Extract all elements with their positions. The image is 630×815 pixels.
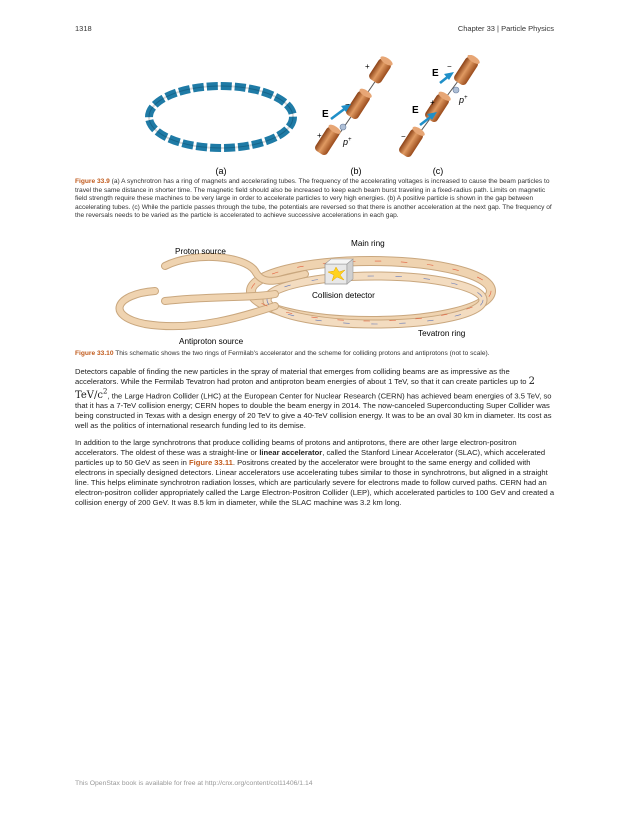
minus-sign: −: [447, 62, 452, 71]
plus-sign: +: [430, 98, 435, 107]
e-field-label-c1: E: [412, 105, 419, 116]
footer: This OpenStax book is available for free at http://cnx.org/content/col11406/1.14: [75, 780, 313, 787]
caption-text: This schematic shows the two rings of Fermilab's accelerator and the scheme for colliding protons and antiprotons (not to scale).: [113, 350, 490, 357]
minus-sign: −: [345, 100, 350, 109]
math-expression: 2 TeV/$c^2$: [75, 376, 536, 402]
figure-label: Figure 33.9: [75, 178, 110, 185]
plus-sign: +: [365, 62, 370, 71]
page-number: 1318: [75, 24, 92, 33]
minus-sign: −: [401, 132, 406, 141]
panel-label-b: (b): [350, 166, 362, 176]
paragraph-1: Detectors capable of finding the new particles in the spray of material that emerges from colliding beams are as impressive as the accelerators. While the Fermilab Tevatron had proton and antiproton beam energies of about 1 TeV, so that it can create particles up to 2 TeV/$c^2$, the Large Hadron Collider (LHC) at the European Center for Nuclear Research (CERN) has achieved beam energies of 3.5 TeV, so that it has a 7-TeV collision energy; CERN hopes to double the beam energy in 2014. The now-canceled Superconducting Super Collider was being constructed in Texas with a design energy of 20 TeV to give a 40-TeV collision energy. It was to be an oval 30 km in diameter. Its cost as well as the politics of international research funding led to its demise.: [75, 367, 552, 431]
plus-sign: +: [317, 131, 322, 140]
figure-33-9-caption: [75, 178, 555, 221]
label-collision-detector: Collision detector: [312, 291, 375, 300]
figure-33-10-caption: [75, 350, 555, 359]
panel-label-a: (a): [215, 166, 227, 176]
accelerating-tubes-b: [314, 55, 395, 157]
label-main-ring: Main ring: [351, 239, 385, 248]
e-field-label-b: E: [322, 109, 329, 120]
figure-33-9: [75, 55, 555, 177]
accelerating-tubes-c: [398, 55, 482, 159]
label-tevatron-ring: Tevatron ring: [418, 329, 466, 338]
particle-label-c: p+: [459, 95, 468, 105]
figure-33-10: [75, 236, 555, 348]
label-antiproton-source: Antiproton source: [179, 337, 244, 346]
term-linear-accelerator: linear accelerator: [259, 448, 323, 458]
collision-detector-box: [325, 259, 353, 284]
particle-label-b: p+: [343, 137, 352, 147]
figure-label: Figure 33.10: [75, 350, 114, 357]
e-field-label-c2: E: [432, 68, 439, 79]
label-proton-source: Proton source: [175, 247, 226, 256]
paragraph-2: In addition to the large synchrotrons that produce colliding beams of protons and antiprotons, there are other large electron-positron accelerators. The oldest of these was a straight-line or linear accelerator, called the Stanford Linear Accelerator (SLAC), which accelerated particles up to 50 GeV as seen in Figure 33.11. Positrons created by the accelerator were brought to the same energy and collided with electrons in specially designed detectors. Linear accelerators use accelerating tubes similar to those in synchrotrons, but aligned in a straight line. This helps eliminate synchrotron radiation losses, which are particularly severe for electrons made to follow curved paths. CERN had an electron-positron collider appropriately called the Large Electron-Positron Collider (LEP), which accelerated particles to 100 GeV and created a collision energy of 200 GeV. It was 8.5 km in diameter, while the SLAC machine was 3.2 km long.: [75, 438, 555, 508]
panel-label-c: (c): [432, 166, 444, 176]
figure-33-11-link[interactable]: Figure 33.11: [188, 458, 233, 468]
chapter-title: Chapter 33 | Particle Physics: [457, 24, 554, 33]
caption-text: (a) A synchrotron has a ring of magnets and accelerating tubes. The frequency of the accelerating voltages is increased to cause the beam particles to travel the same distance in shorter time. The magnetic field should also be increased to keep each beam burst traveling in a fixed-radius path. Limits on magnetic field strength require these machines to be very large in order to accelerate particles to very high energies. (b) A positive particle is shown in the gap between accelerating tubes. (c) While the particle passes through the tube, the potentials are reversed so that there is another acceleration at the next gap. The frequency of the reversals needs to be varied as the particle is accelerated to achieve successive accelerations in each gap.: [75, 178, 552, 220]
synchrotron-ring: [149, 86, 293, 148]
body-text: [75, 367, 555, 515]
